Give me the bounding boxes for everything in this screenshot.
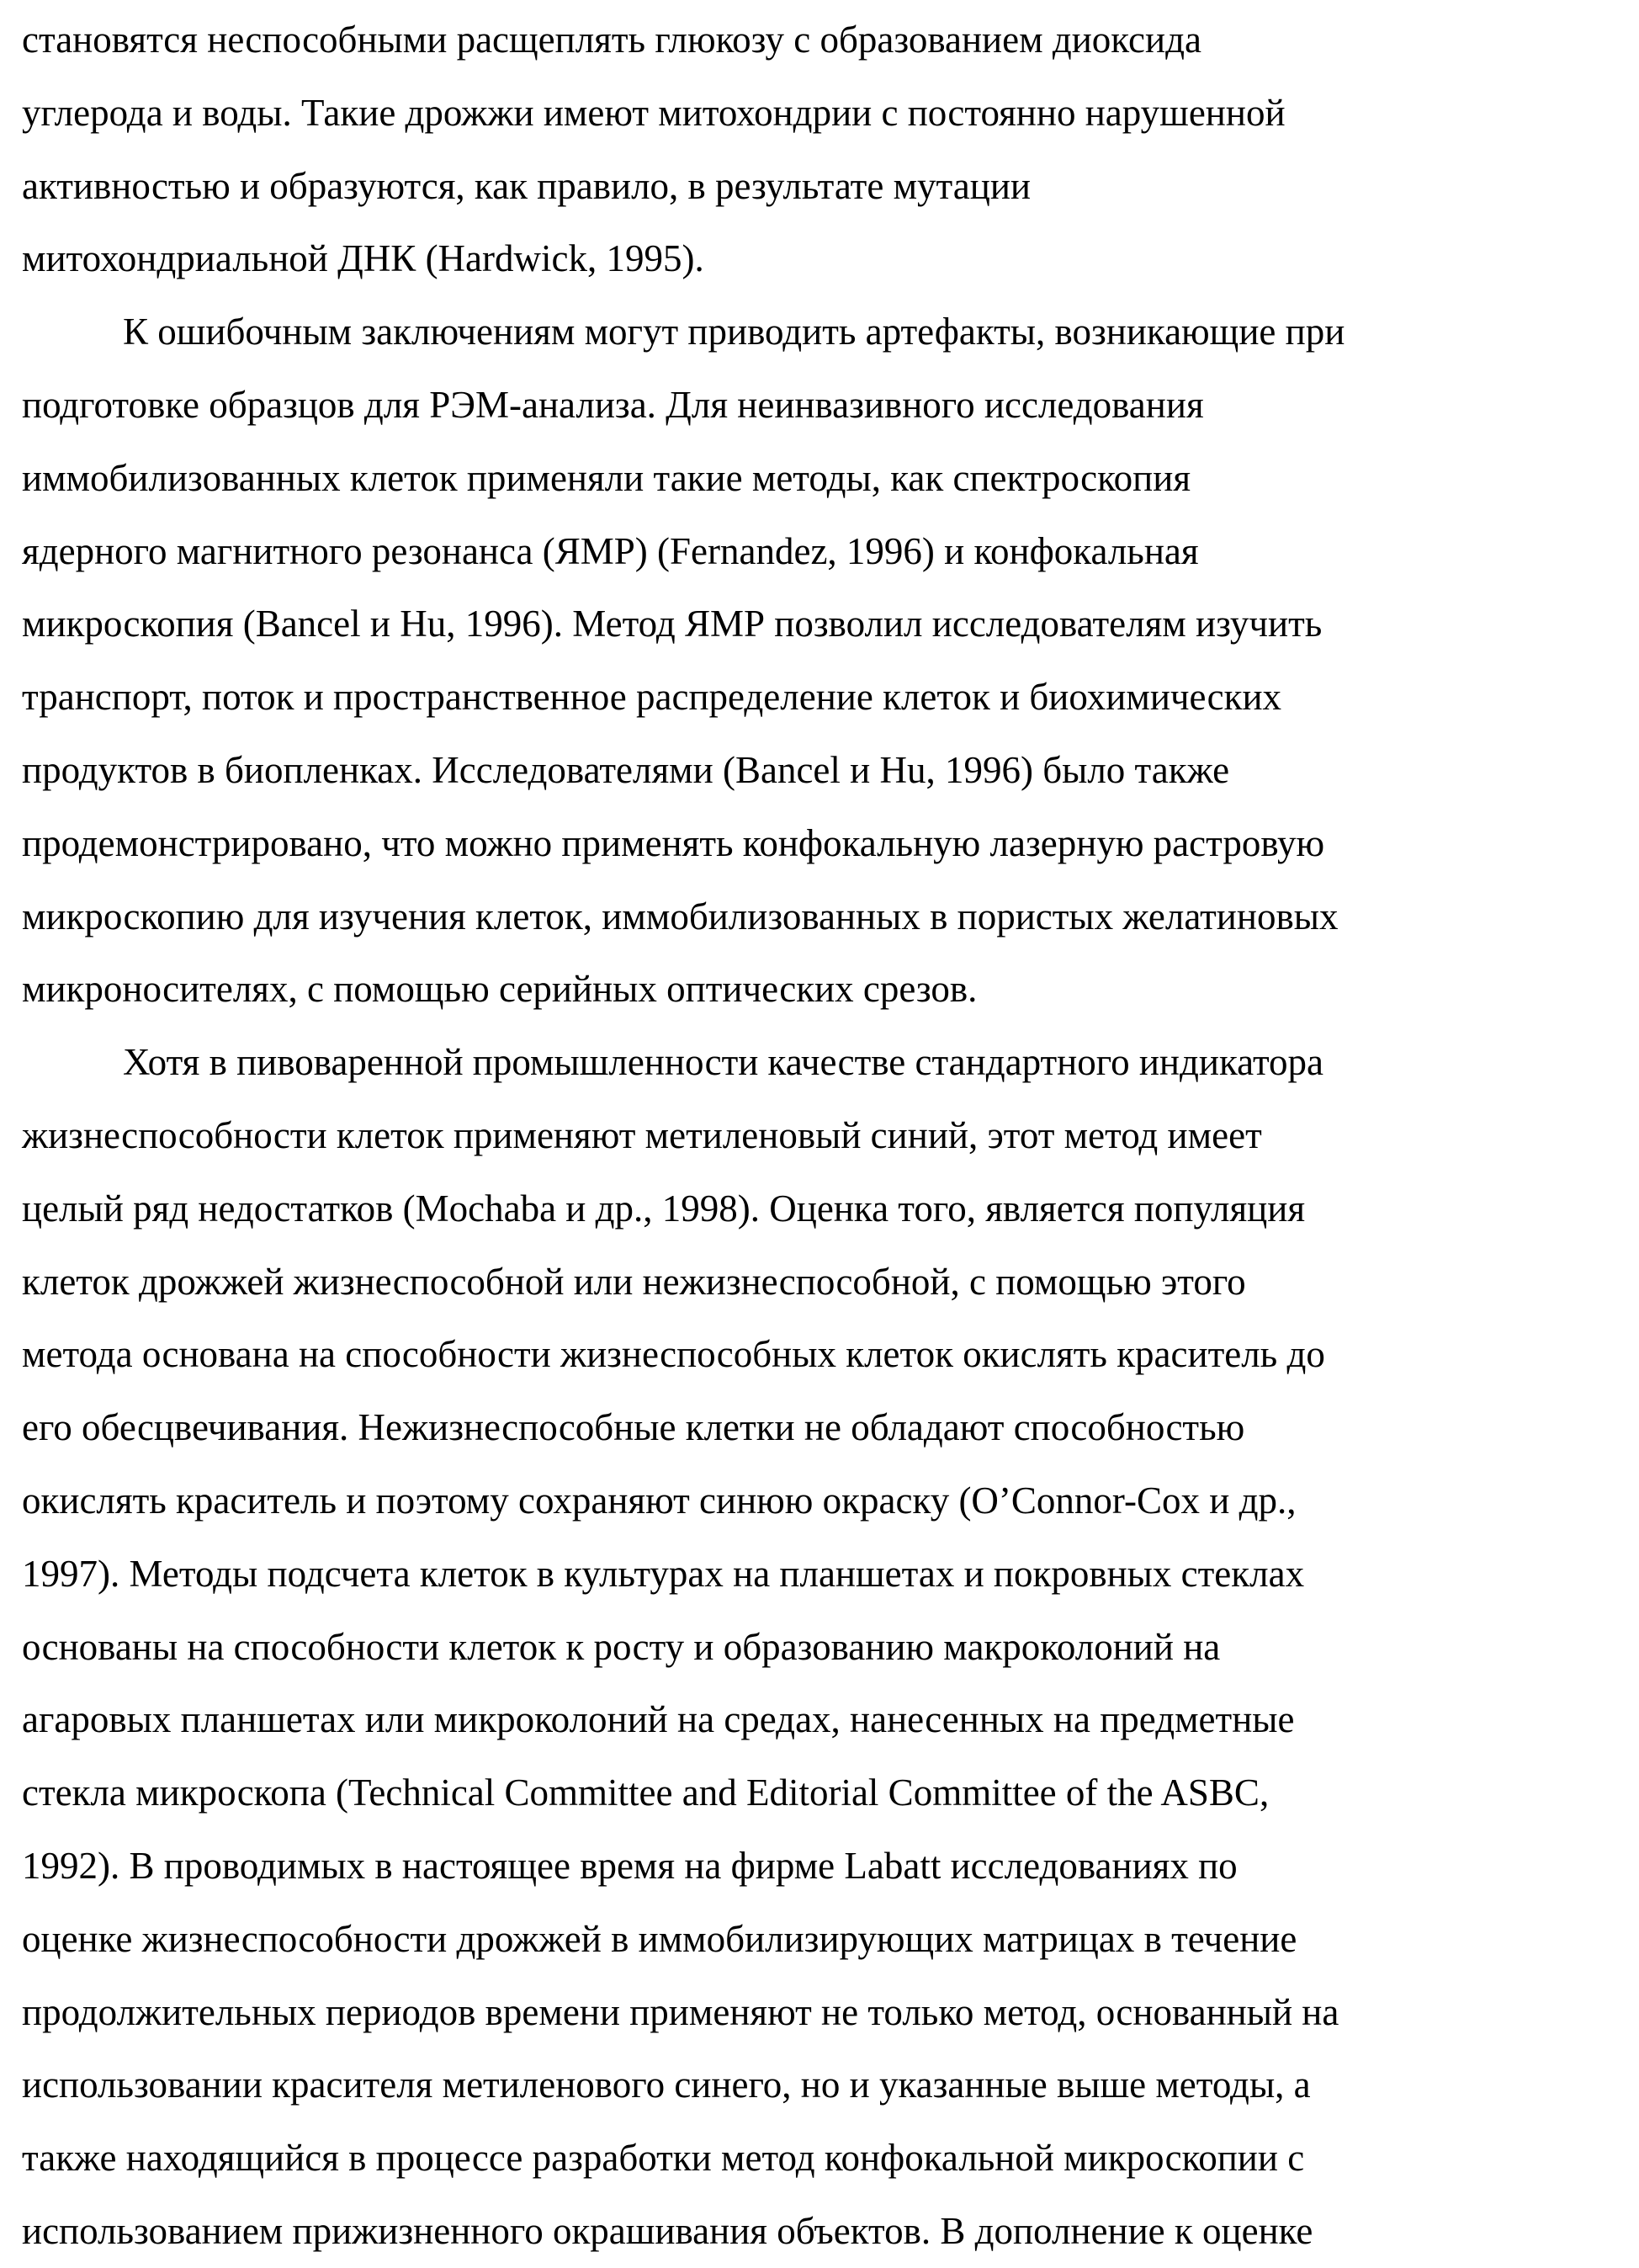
text-line: углерода и воды. Такие дрожжи имеют митохондрии с постоянно нарушенной — [22, 77, 1620, 150]
text-line: микроскопия (Bancel и Hu, 1996). Метод ЯМР позволил исследователям изучить — [22, 587, 1620, 661]
text-line: клеток дрожжей жизнеспособной или нежизнеспособной, с помощью этого — [22, 1246, 1620, 1319]
text-line: продемонстрировано, что можно применять конфокальную лазерную растровую — [22, 807, 1620, 880]
text-line: стекла микроскопа (Technical Committee and Editorial Committee of the ASBC, — [22, 1756, 1620, 1830]
paragraph-first-line: К ошибочным заключениям могут приводить артефакты, возникающие при — [22, 295, 1620, 369]
text-line: жизнеспособности клеток применяют метиленовый синий, этот метод имеет — [22, 1099, 1620, 1172]
text-line: микроскопию для изучения клеток, иммобилизованных в пористых желатиновых — [22, 880, 1620, 953]
text-line: 1997). Методы подсчета клеток в культурах на планшетах и покровных стеклах — [22, 1538, 1620, 1611]
text-line: использованием прижизненного окрашивания объектов. В дополнение к оценке — [22, 2195, 1620, 2268]
paragraph-first-line: Хотя в пивоваренной промышленности качестве стандартного индикатора — [22, 1026, 1620, 1099]
text-line: агаровых планшетах или микроколоний на средах, нанесенных на предметные — [22, 1683, 1620, 1756]
text-line: целый ряд недостатков (Mochaba и др., 1998). Оценка того, является популяция — [22, 1172, 1620, 1246]
text-line: митохондриальной ДНК (Hardwick, 1995). — [22, 222, 1620, 295]
text-line: транспорт, поток и пространственное распределение клеток и биохимических — [22, 661, 1620, 734]
text-line: использовании красителя метиленового синего, но и указанные выше методы, а — [22, 2048, 1620, 2122]
text-line: продуктов в биопленках. Исследователями (Bancel и Hu, 1996) было также — [22, 734, 1620, 807]
text-line: продолжительных периодов времени применяют не только метод, основанный на — [22, 1976, 1620, 2049]
text-line: основаны на способности клеток к росту и образованию макроколоний на — [22, 1611, 1620, 1684]
document-page — [22, 3, 1620, 2268]
text-line: окислять краситель и поэтому сохраняют синюю окраску (O’Connor-Cox и др., — [22, 1464, 1620, 1538]
text-line: его обесцвечивания. Нежизнеспособные клетки не обладают способностью — [22, 1391, 1620, 1464]
text-line: активностью и образуются, как правило, в результате мутации — [22, 150, 1620, 223]
text-line: ядерного магнитного резонанса (ЯМР) (Fernandez, 1996) и конфокальная — [22, 515, 1620, 588]
text-line: иммобилизованных клеток применяли такие методы, как спектроскопия — [22, 442, 1620, 515]
text-line: метода основана на способности жизнеспособных клеток окислять краситель до — [22, 1318, 1620, 1391]
text-line: становятся неспособными расщеплять глюкозу с образованием диоксида — [22, 3, 1620, 77]
text-line: оценке жизнеспособности дрожжей в иммобилизирующих матрицах в течение — [22, 1903, 1620, 1976]
text-line: подготовке образцов для РЭМ-анализа. Для неинвазивного исследования — [22, 369, 1620, 442]
text-line: также находящийся в процессе разработки метод конфокальной микроскопии с — [22, 2122, 1620, 2195]
text-line: микроносителях, с помощью серийных оптических срезов. — [22, 953, 1620, 1026]
text-line: 1992). В проводимых в настоящее время на фирме Labatt исследованиях по — [22, 1830, 1620, 1903]
